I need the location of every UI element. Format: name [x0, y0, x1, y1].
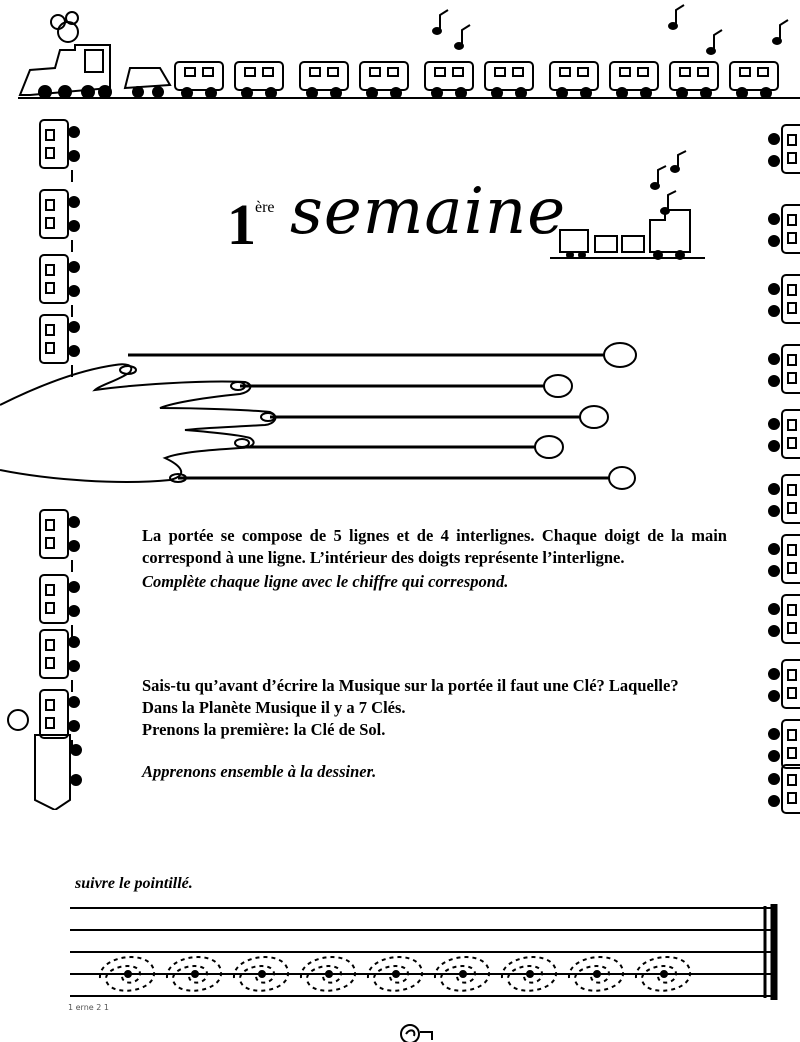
page-title: semaine — [290, 175, 567, 249]
title-number: 1 — [227, 192, 256, 257]
train-wagon-icon — [175, 62, 223, 98]
train-wagon-icon — [40, 690, 79, 752]
answer-circle-1 — [604, 343, 636, 367]
train-border-top — [0, 0, 800, 110]
staff-explanation-text: La portée se compose de 5 lignes et de 4 interlignes. Chaque doigt de la main correspond à une ligne. L’intérieur des doigts représente l’interligne. — [142, 526, 727, 567]
train-wagon-icon — [485, 62, 533, 98]
title-superscript: ère — [255, 199, 275, 216]
train-wagon-icon — [769, 205, 800, 253]
train-wagon-icon — [769, 275, 800, 323]
train-wagon-icon — [769, 535, 800, 583]
locomotive-icon — [20, 12, 111, 98]
dotted-line-instruction: suivre le pointillé. — [75, 875, 193, 892]
answer-circle-5 — [609, 467, 635, 489]
train-wagon-icon — [40, 190, 79, 252]
music-note-icon — [433, 5, 788, 54]
clef-first: Prenons la première: la Clé de Sol. — [142, 720, 386, 739]
fill-lines-instruction: Complète chaque ligne avec le chiffre qui correspond. — [142, 572, 509, 591]
train-wagon-icon — [769, 765, 800, 813]
train-wagon-icon — [40, 575, 79, 637]
clef-introduction — [142, 675, 727, 783]
train-wagon-icon — [550, 62, 598, 98]
train-wagon-icon — [730, 62, 778, 98]
train-wagon-icon — [235, 62, 283, 98]
train-wagon-icon — [425, 62, 473, 98]
train-wagon-icon — [300, 62, 348, 98]
draw-together-instruction: Apprenons ensemble à la dessiner. — [142, 762, 377, 781]
train-wagon-icon — [769, 595, 800, 643]
train-wagon-icon — [769, 660, 800, 708]
answer-circle-2 — [544, 375, 572, 397]
train-wagon-icon — [610, 62, 658, 98]
train-wagon-icon — [769, 410, 800, 458]
train-wagon-icon — [360, 62, 408, 98]
treble-clef-exercise-staff — [70, 900, 785, 1005]
train-wagon-icon — [769, 125, 800, 173]
tiny-print-mark: 1 erne 2 1 — [68, 1003, 109, 1012]
answer-circle-3 — [580, 406, 608, 428]
train-wagon-icon — [40, 120, 79, 182]
train-wagon-icon — [769, 345, 800, 393]
train-wagon-icon — [40, 255, 79, 317]
title-train-illustration — [540, 150, 710, 275]
train-wagon-icon — [670, 62, 718, 98]
train-wagon-icon — [769, 720, 800, 768]
train-border-right — [760, 115, 800, 815]
answer-circle-4 — [535, 436, 563, 458]
clef-count: Dans la Planète Musique il y a 7 Clés. — [142, 698, 406, 717]
music-note-icon — [540, 151, 686, 214]
train-wagon-icon — [40, 510, 79, 572]
ornament-icon — [398, 1022, 438, 1042]
hand-staff-diagram — [0, 330, 660, 505]
clef-question: Sais-tu qu’avant d’écrire la Musique sur la portée il faut une Clé? Laquelle? — [142, 676, 679, 695]
staff-explanation — [142, 525, 727, 593]
train-wagon-icon — [769, 475, 800, 523]
train-wagon-icon — [40, 630, 79, 692]
